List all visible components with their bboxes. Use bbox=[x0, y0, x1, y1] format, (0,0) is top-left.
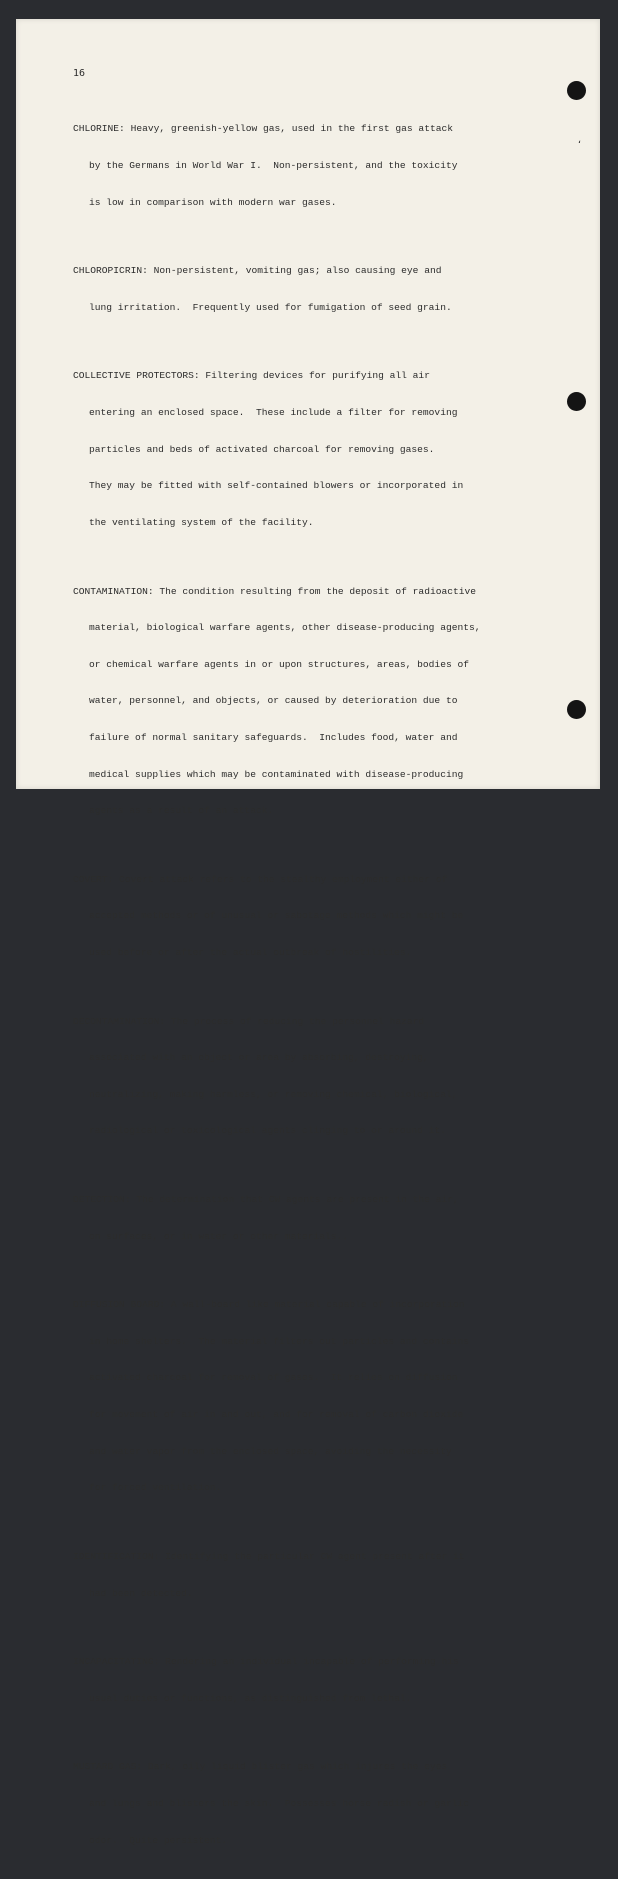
page-number: 16 bbox=[73, 68, 86, 79]
document-page bbox=[16, 19, 600, 1846]
entry-line: material, biological warfare agents, other disease-producing agents, bbox=[89, 622, 481, 634]
glossary-entry-collective-protectors bbox=[73, 346, 543, 553]
glossary-entry-diffusion-board bbox=[73, 1275, 543, 1519]
entry-line: agents as a result of an attack. bbox=[89, 805, 274, 817]
entry-line: CONTAMINATION: The condition resulting from the deposit of radioactive bbox=[73, 585, 477, 597]
entry-line: INCAPACITATING: Rendering an individual incapable of performing his bbox=[73, 1656, 459, 1668]
glossary-entry-detection bbox=[73, 1170, 543, 1268]
entry-line: in home shelters. The material filters out particles and contains bbox=[89, 1335, 469, 1347]
entry-line: IDENTIFICATION: Identifying the particular CW agent present after it bbox=[73, 1550, 465, 1562]
entry-line: DECONTAMINATION: The process of reducing the personnel hazard bbox=[73, 1015, 425, 1027]
entry-line: CHLOROPICRIN: Non-persistent, vomiting gas; also causing eye and bbox=[73, 265, 442, 277]
glossary-entry-chlorine bbox=[73, 99, 543, 233]
entry-line: particles and beds of activated charcoal for removing gases. bbox=[89, 443, 435, 455]
entry-line: COVERT: Covert attack refers to the stealthy employment either of bbox=[73, 873, 448, 885]
entry-line: lung irritation. Frequently used for fumigation of seed grain. bbox=[89, 301, 452, 313]
entry-line: on surfaces, or in water or other materials.. bbox=[89, 1230, 349, 1242]
entry-line: and water vapor from the enclosed space, avoiding the necessity bbox=[89, 1445, 452, 1457]
glossary-entry-identification bbox=[73, 1527, 543, 1625]
entry-line: for movement of air in and out, and for removal of carbon dioxide bbox=[89, 1409, 464, 1421]
entry-line: or chemical warfare agents in or upon structures, areas, bodies of bbox=[89, 658, 469, 670]
glossary-entries bbox=[73, 99, 543, 1879]
glossary-entry-incapacitating bbox=[73, 1632, 543, 1730]
entry-line: had been detected. bbox=[89, 1587, 193, 1599]
entry-line: the ventilating system of the facility. bbox=[89, 516, 314, 528]
entry-line: activated charcoal for removal of gases. It relies on diffusion bbox=[89, 1372, 458, 1384]
entry-line: COLLECTIVE PROTECTORS: Filtering devices for purifying all air bbox=[73, 370, 430, 382]
glossary-entry-covert bbox=[73, 849, 543, 983]
entry-line: odor. Quite persistent. bbox=[89, 1834, 228, 1846]
glossary-entry-chloropicrin bbox=[73, 241, 543, 339]
glossary-entry-mustard-gas bbox=[73, 1737, 543, 1871]
entry-line: associated with an object or area by absorbing, destroying, bbox=[89, 1052, 429, 1064]
entry-line: entering an enclosed space. These include a filter for removing bbox=[89, 407, 458, 419]
entry-line: MUSTARD GAS: Dark, oily liquid blister gas which injures the eyes bbox=[73, 1761, 448, 1773]
glossary-entry-contamination bbox=[73, 561, 543, 842]
entry-line: neutralizing, making harmless, or removing chemical, biological, bbox=[89, 1088, 458, 1100]
entry-line: CHLORINE: Heavy, greenish-yellow gas, used in the first gas attack bbox=[73, 123, 453, 135]
punch-hole-middle bbox=[567, 392, 586, 411]
entry-line: DETECTION: The determination that CW agents are present in the air, bbox=[73, 1194, 459, 1206]
entry-line: by the Germans in World War I. Non-persistent, and the toxicity bbox=[89, 160, 458, 172]
entry-line: radiological or toxicological agents clinging to or around it. bbox=[89, 1125, 446, 1137]
entry-line: They may be fitted with self-contained blowers or incorporated in bbox=[89, 480, 464, 492]
entry-line: is low in comparison with modern war gases. bbox=[89, 196, 337, 208]
entry-line: usual duties or functions, as distinguished from lethal. bbox=[89, 1692, 412, 1704]
entry-line: accepted methods or of unusual or sabotage methods which might be bbox=[89, 910, 464, 922]
entry-line: used before or after the actual outbreak of hostilities. bbox=[89, 946, 412, 958]
punch-hole-top bbox=[567, 81, 586, 100]
entry-line: water, personnel, and objects, or caused by deterioration due to bbox=[89, 695, 458, 707]
entry-line: medical supplies which may be contaminated with disease-producing bbox=[89, 768, 464, 780]
margin-mark: ʻ bbox=[578, 140, 582, 151]
entry-line: and lungs and blisters the skin. Possesses horse radish or garlic bbox=[89, 1797, 469, 1809]
entry-line: failure of normal sanitary safeguards. Includes food, water and bbox=[89, 731, 458, 743]
entry-line: for forced ventilation. bbox=[89, 1482, 222, 1494]
punch-hole-bottom bbox=[567, 700, 586, 719]
glossary-entry-decontamination bbox=[73, 991, 543, 1162]
entry-line: DIFFUSION BOARD: A wall-board like material capable of incorporation bbox=[73, 1299, 465, 1311]
